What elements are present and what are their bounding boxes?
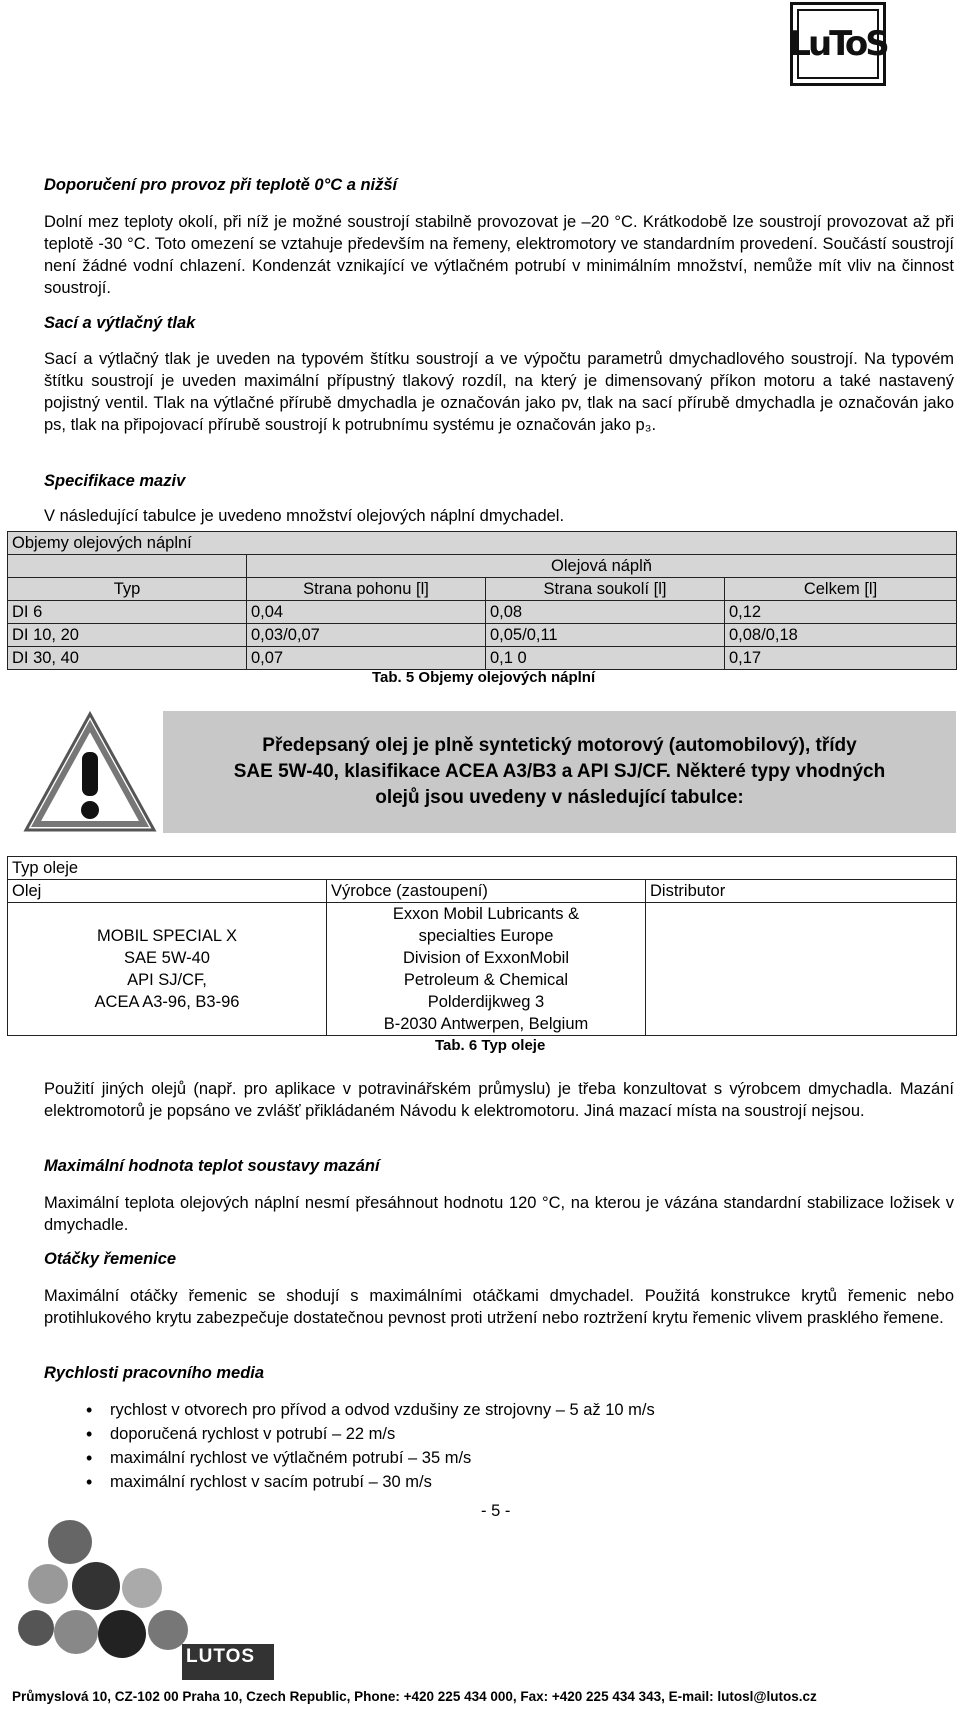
list-item: • doporučená rychlost v potrubí – 22 m/s — [0, 1422, 960, 1446]
manufacturer-line: B-2030 Antwerpen, Belgium — [383, 1015, 589, 1033]
column-header-gear-side: Strana soukolí [l] — [486, 578, 725, 601]
table-spacer-cell — [8, 555, 247, 578]
table-row — [8, 903, 957, 1036]
manufacturer-line: Division of ExxonMobil — [403, 949, 569, 967]
table5-caption: Tab. 5 Objemy olejových náplní — [372, 669, 596, 686]
table-cell: 0,07 — [247, 647, 486, 670]
warning-line-2: SAE 5W-40, klasifikace ACEA A3/B3 a API SJ/CF. Některé typy vhodných — [233, 761, 886, 782]
company-logo — [790, 2, 886, 86]
company-logo-text: LuToS — [797, 9, 879, 79]
section-heading-low-temp: Doporučení pro provoz při teplotě 0°C a nižší — [44, 176, 398, 194]
media-speed-list — [0, 1398, 960, 1494]
table-cell: 0,05/0,11 — [486, 624, 725, 647]
manufacturer-line: Petroleum & Chemical — [403, 971, 569, 989]
table-row — [8, 601, 957, 624]
table-cell: 0,1 0 — [486, 647, 725, 670]
oil-line: MOBIL SPECIAL X — [97, 927, 237, 945]
table-cell: 0,08 — [486, 601, 725, 624]
list-item: • maximální rychlost ve výtlačném potrubí – 35 m/s — [0, 1446, 960, 1470]
oil-type-table-title: Typ oleje — [8, 857, 957, 880]
table-row — [8, 624, 957, 647]
table-cell: DI 10, 20 — [8, 624, 247, 647]
paragraph-other-oils — [12, 1078, 954, 1122]
table-cell: DI 6 — [8, 601, 247, 624]
section-heading-pulley-speed: Otáčky řemenice — [44, 1250, 177, 1268]
warning-triangle-icon — [20, 708, 160, 836]
warning-box — [163, 711, 956, 833]
oil-line: API SJ/CF, — [127, 971, 207, 989]
table6-caption: Tab. 6 Typ oleje — [435, 1037, 546, 1054]
column-header-type: Typ — [8, 578, 247, 601]
section-heading-media-speed: Rychlosti pracovního media — [44, 1364, 265, 1382]
column-header-distributor: Distributor — [646, 880, 957, 903]
list-item: • rychlost v otvorech pro přívod a odvod vzdušiny ze strojovny – 5 až 10 m/s — [0, 1398, 960, 1422]
paragraph-low-temp-text: Dolní mez teploty okolí, při níž je možné soustrojí stabilně provozovat je –20 °C. Krátkodobě lze soustrojí provozovat až při teplotě -30 °C. Toto omezení se vztahuje především na řemeny, elektromotory ve standardním provedení. Součástí soustrojí není žádné vodní chlazení. Kondenzát vznikající ve výtlačném potrubí v minimálním množství, nemůže mít vliv na činnost soustrojí. — [44, 213, 954, 297]
paragraph-pulley-speed — [12, 1285, 954, 1329]
paragraph-pressure-text: Sací a výtlačný tlak je uveden na typovém štítku soustrojí a ve výpočtu parametrů dmychadlového soustrojí. Na typovém štítku soustrojí je uveden maximální přípustný tlakový rozdíl, na který je dimensovaný příkon motoru a také nastavený pojistný ventil. Tlak na výtlačné přírubě dmychadla je označován jako pv, tlak na sací přírubě dmychadla je označován jako ps, tlak na připojovací přírubě soustrojí k potrubnímu systému je označován jako p₃. — [44, 350, 954, 434]
warning-line-1: Předepsaný olej je plně syntetický motorový (automobilový), třídy — [262, 735, 857, 756]
paragraph-max-temp-text: Maximální teplota olejových náplní nesmí přesáhnout hodnotu 120 °C, na kterou je vázána standardní stabilizace ložisek v dmychadle. — [44, 1194, 954, 1234]
paragraph-max-temp — [12, 1192, 954, 1236]
oil-name-cell — [8, 903, 327, 1036]
column-header-total: Celkem [l] — [725, 578, 957, 601]
column-header-oil: Olej — [8, 880, 327, 903]
oil-type-table — [7, 856, 957, 1036]
table-cell: DI 30, 40 — [8, 647, 247, 670]
table-cell: 0,12 — [725, 601, 957, 624]
manufacturer-line: Exxon Mobil Lubricants & — [392, 905, 580, 923]
paragraph-pressure — [12, 348, 954, 436]
section-heading-lubricants: Specifikace maziv — [44, 472, 186, 490]
paragraph-other-oils-text: Použití jiných olejů (např. pro aplikace v potravinářském průmyslu) je třeba konzultovat s výrobcem dmychadla. Mazání elektromotorů je popsáno ve zvlášť přikládaném Návodu k elektromotoru. Jiná mazací místa na soustrojí nejsou. — [44, 1080, 954, 1120]
section-heading-pressure: Sací a výtlačný tlak — [44, 314, 196, 332]
table-cell: 0,04 — [247, 601, 486, 624]
paragraph-low-temp — [12, 211, 954, 299]
oil-line: ACEA A3-96, B3-96 — [94, 993, 240, 1011]
table-cell: 0,17 — [725, 647, 957, 670]
oil-fill-group-header: Olejová náplň — [247, 555, 957, 578]
paragraph-lubricants: V následující tabulce je uvedeno množství olejových náplní dmychadel. — [44, 507, 565, 525]
manufacturer-cell — [327, 903, 646, 1036]
oil-line: SAE 5W-40 — [124, 949, 210, 967]
paragraph-pulley-speed-text: Maximální otáčky řemenic se shodují s maximálními otáčkami dmychadel. Použitá konstrukce krytů řemenic nebo protihlukového krytu zabezpečuje dostatečnou pevnost proti utržení nebo roztržení krytu řemenic vlivem prasklého řemene. — [44, 1287, 954, 1327]
table-cell: 0,08/0,18 — [725, 624, 957, 647]
oil-volume-table-title: Objemy olejových náplní — [8, 532, 957, 555]
column-header-manufacturer: Výrobce (zastoupení) — [327, 880, 646, 903]
table-cell: 0,03/0,07 — [247, 624, 486, 647]
page-number: - 5 - — [481, 1502, 511, 1520]
table-row — [8, 647, 957, 670]
section-heading-max-temp: Maximální hodnota teplot soustavy mazání — [44, 1157, 380, 1175]
column-header-drive-side: Strana pohonu [l] — [247, 578, 486, 601]
manufacturer-line: specialties Europe — [418, 927, 554, 945]
warning-line-3: olejů jsou uvedeny v následující tabulce: — [375, 787, 744, 808]
bottom-logo-text: LUTOS — [186, 1646, 256, 1667]
footer-address: Průmyslová 10, CZ-102 00 Praha 10, Czech Republic, Phone: +420 225 434 000, Fax: +420 225 434 343, E-mail: lutosl@lutos.cz — [12, 1689, 817, 1704]
oil-volume-table — [7, 531, 957, 670]
manufacturer-line: Polderdijkweg 3 — [427, 993, 545, 1011]
distributor-cell — [646, 903, 957, 1036]
list-item: • maximální rychlost v sacím potrubí – 30 m/s — [0, 1470, 960, 1494]
